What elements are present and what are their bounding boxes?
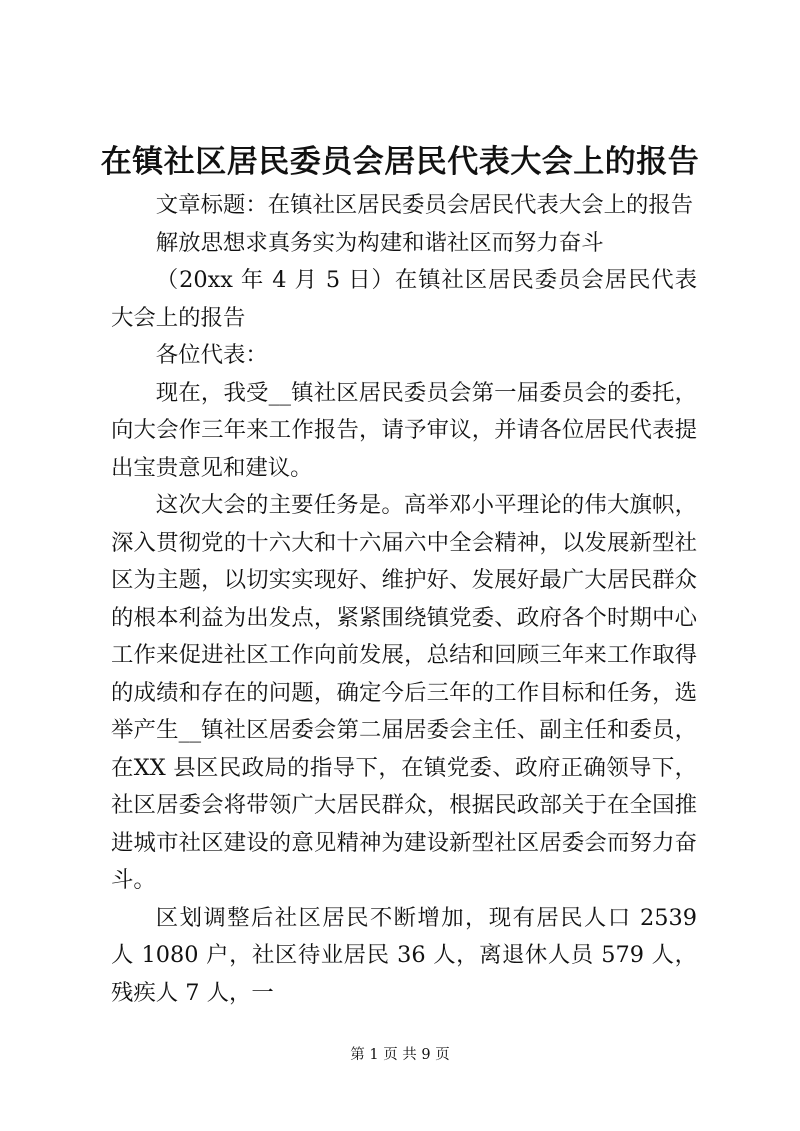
paragraph-salutation: 各位代表： [155,342,268,368]
paragraph-date-line: （20xx 年 4 月 5 日）在镇社区居民委员会居民代表大会上的报告 [111,267,697,331]
paragraph-main-task: 这次大会的主要任务是。高举邓小平理论的伟大旗帜，深入贯彻党的十六大和十六届六中全会精神，以发展新型社区为主题，以切实实现好、维护好、发展好最广大居民群众的根本利益为出发点，紧紧围绕镇党委、政府各个时期中心工作来促进社区工作向前发展，总结和回顾三年来工作取得的成绩和存在的问题，确定今后三年的工作目标和任务，选举产生__镇社区居委会第二届居委会主任、副主任和委员，在XX 县区民政局的指导下，在镇党委、政府正确领导下，社区居委会将带领广大居民群众，根据民政部关于在全国推进城市社区建设的意见精神为建设新型社区居委会而努力奋斗。 [111,492,697,893]
page-footer: 第 1 页 共 9 页 [350,1047,450,1063]
paragraph-article-title: 文章标题：在镇社区居民委员会居民代表大会上的报告 [155,192,694,218]
paragraph-population: 区划调整后社区居民不断增加，现有居民人口 2539 人 1080 户，社区待业居民 36 人，离退休人员 579 人，残疾人 7 人，一 [111,904,697,1006]
paragraph-intro: 现在，我受__镇社区居民委员会第一届委员会的委托，向大会作三年来工作报告，请予审议，并请各位居民代表提出宝贵意见和建议。 [111,379,697,481]
document-title: 在镇社区居民委员会居民代表大会上的报告 [100,144,700,180]
document-body [111,187,697,1012]
paragraph-subtitle: 解放思想求真务实为构建和谐社区而努力奋斗 [155,229,604,256]
